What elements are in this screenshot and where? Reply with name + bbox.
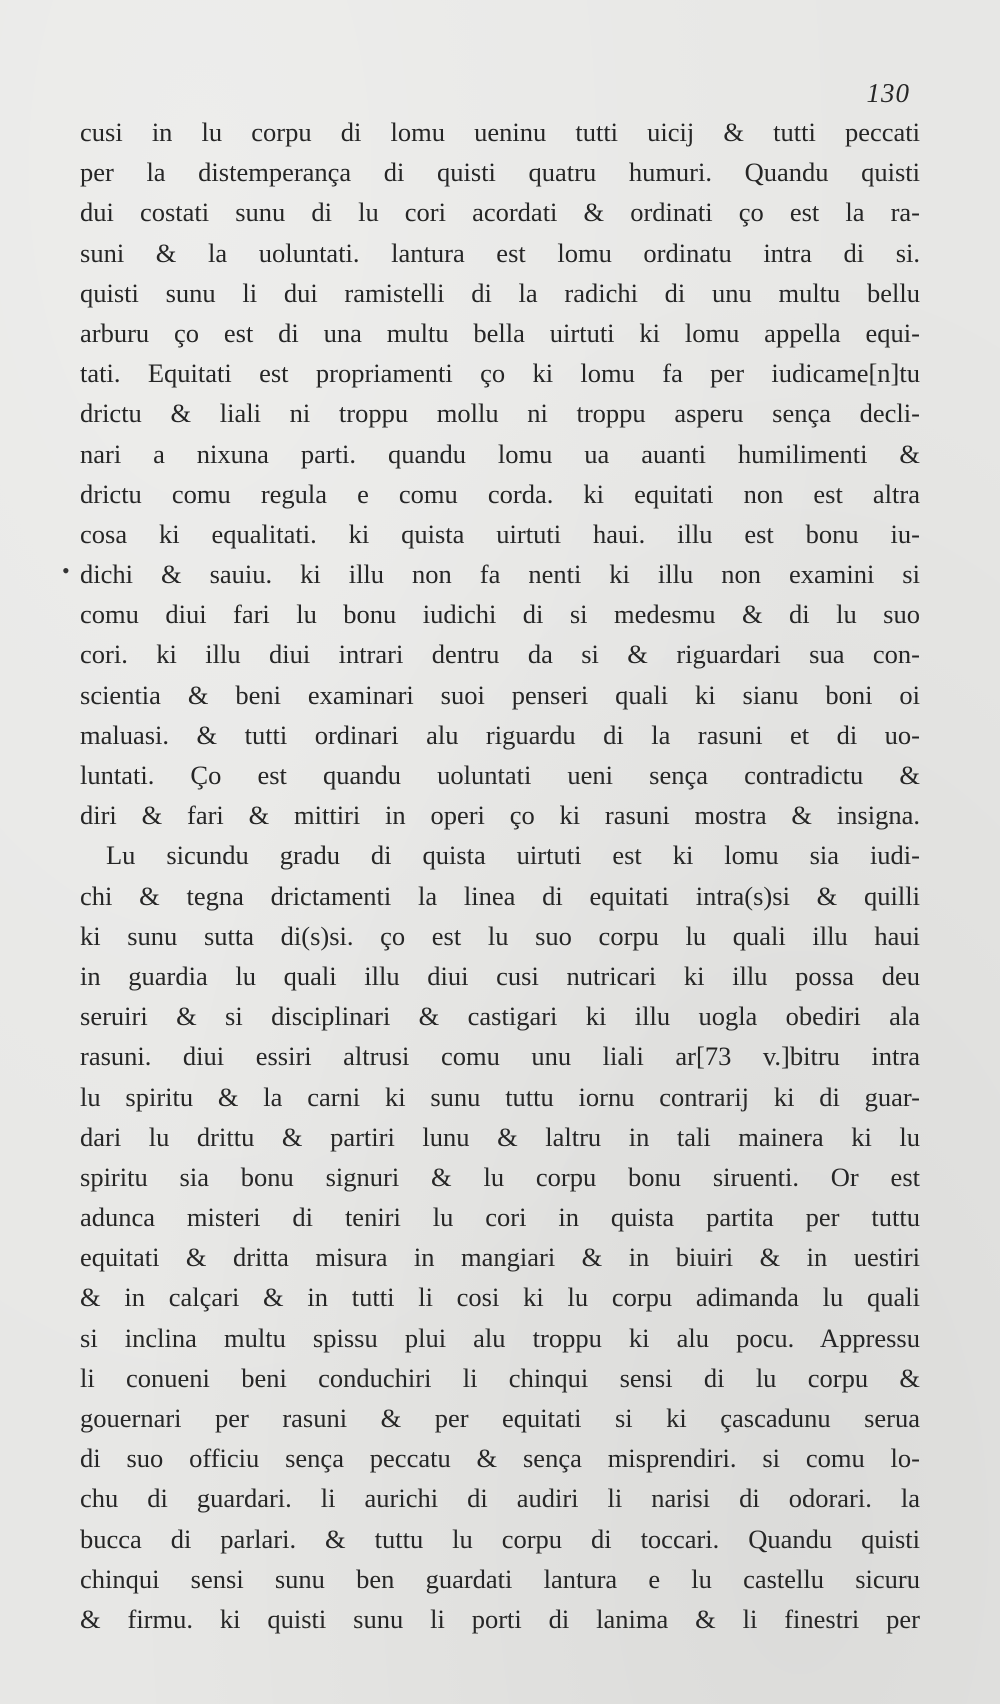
text-line: chu di guardari. li aurichi di audiri li narisi di odorari. la [80, 1483, 920, 1514]
text-line: in guardia lu quali illu diui cusi nutricari ki illu possa deu [80, 960, 920, 991]
text-line: diri & fari & mittiri in operi ço ki rasuni mostra & insigna. [80, 800, 920, 831]
text-line: chi & tegna drictamenti la linea di equitati intra(s)si & quilli [80, 880, 920, 911]
text-line: & in calçari & in tutti li cosi ki lu corpu adimanda lu quali [80, 1282, 920, 1313]
text-line: Lu sicundu gradu di quista uirtuti est ki lomu sia iudi- [106, 840, 920, 871]
text-line: dui costati sunu di lu cori acordati & ordinati ço est la ra- [80, 197, 920, 228]
text-line: comu diui fari lu bonu iudichi di si medesmu & di lu suo [80, 599, 920, 630]
page-number: 130 [866, 78, 910, 108]
text-line: cusi in lu corpu di lomu ueninu tutti uicij & tutti peccati [80, 117, 920, 147]
text-line: seruiri & si disciplinari & castigari ki illu uogla obediri ala [80, 1001, 920, 1032]
body-text [80, 112, 920, 1639]
text-line: si inclina multu spissu plui alu troppu ki alu pocu. Appressu [80, 1322, 920, 1353]
text-line: drictu & liali ni troppu mollu ni troppu asperu sença decli- [80, 398, 920, 429]
text-line: suni & la uoluntati. lantura est lomu ordinatu intra di si. [80, 237, 920, 268]
text-line: & firmu. ki quisti sunu li porti di lanima & li finestri per [80, 1603, 920, 1634]
text-line: bucca di parlari. & tuttu lu corpu di toccari. Quandu quisti [80, 1523, 920, 1554]
text-line: tati. Equitati est propriamenti ço ki lomu fa per iudicame[n]tu [80, 358, 920, 389]
text-line: cosa ki equalitati. ki quista uirtuti haui. illu est bonu iu- [80, 518, 920, 549]
text-line: dichi & sauiu. ki illu non fa nenti ki illu non examini si [80, 559, 920, 590]
text-line: luntati. Ço est quandu uoluntati ueni sença contradictu & [80, 760, 920, 790]
text-line: dari lu drittu & partiri lunu & laltru in tali mainera ki lu [80, 1121, 920, 1152]
text-line: gouernari per rasuni & per equitati si ki çascadunu serua [80, 1403, 920, 1433]
text-line: quisti sunu li dui ramistelli di la radichi di unu multu bellu [80, 277, 920, 308]
text-line: per la distemperança di quisti quatru humuri. Quandu quisti [80, 157, 920, 188]
text-line: li conueni beni conduchiri li chinqui sensi di lu corpu & [80, 1362, 920, 1393]
text-line: equitati & dritta misura in mangiari & in biuiri & in uestiri [80, 1242, 920, 1273]
text-line: lu spiritu & la carni ki sunu tuttu iornu contrarij ki di guar- [80, 1081, 920, 1112]
text-line: maluasi. & tutti ordinari alu riguardu di la rasuni et di uo- [80, 719, 920, 750]
text-line: adunca misteri di teniri lu cori in quista partita per tuttu [80, 1202, 920, 1233]
text-line: scientia & beni examinari suoi penseri quali ki sianu boni oi [80, 679, 920, 710]
text-line: spiritu sia bonu signuri & lu corpu bonu siruenti. Or est [80, 1161, 920, 1192]
text-line: cori. ki illu diui intrari dentru da si & riguardari sua con- [80, 639, 920, 670]
text-line: di suo officiu sença peccatu & sença misprendiri. si comu lo- [80, 1443, 920, 1474]
text-line: arburu ço est di una multu bella uirtuti ki lomu appella equi- [80, 317, 920, 348]
text-line: ki sunu sutta di(s)si. ço est lu suo corpu lu quali illu haui [80, 920, 920, 951]
text-line: chinqui sensi sunu ben guardati lantura e lu castellu sicuru [80, 1563, 920, 1594]
margin-mark: • [62, 558, 70, 583]
text-line: drictu comu regula e comu corda. ki equitati non est altra [80, 478, 920, 509]
text-line: nari a nixuna parti. quandu lomu ua auanti humilimenti & [80, 438, 920, 469]
text-line: rasuni. diui essiri altrusi comu unu liali ar[73 v.]bitru intra [80, 1041, 920, 1072]
